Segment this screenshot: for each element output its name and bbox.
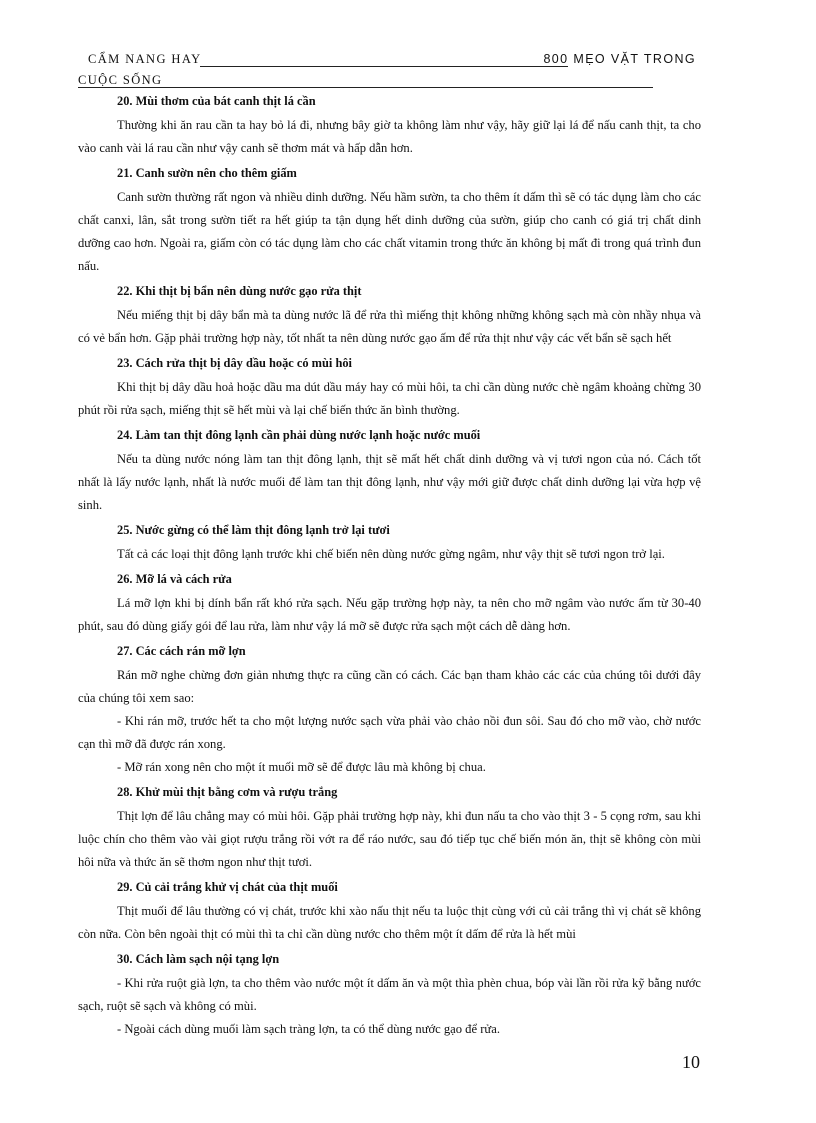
section-title: 20. Mùi thơm của bát canh thịt lá cần — [117, 94, 316, 108]
section-paragraph: Lá mỡ lợn khi bị dính bẩn rất khó rửa sạch. Nếu gặp trường hợp này, ta nên cho mỡ ngâm vào nước ấm từ 30-40 phút, sau đó dùng giấy gói để lau rửa, làm như vậy lá mỡ sẽ được rửa sạch một cách dễ dàng hơn. — [78, 596, 701, 633]
section-paragraph: - Mỡ rán xong nên cho một ít muối mỡ sẽ để được lâu mà không bị chua. — [117, 760, 486, 774]
section-paragraph: Canh sườn thường rất ngon và nhiều dinh dưỡng. Nếu hầm sườn, ta cho thêm ít dấm thì sẽ có tác dụng làm cho các chất canxi, lân, sắt trong sườn tiết ra hết giúp ta tận dụng hết dinh dưỡng của sườn, giúp cho canh có giá trị chất dinh dưỡng cao hơn. Ngoài ra, giấm còn có tác dụng làm cho các chất vitamin trong thức ăn không bị mất đi trong quá trình đun nấu. — [78, 190, 701, 273]
section-paragraph: - Ngoài cách dùng muối làm sạch tràng lợn, ta có thể dùng nước gạo để rửa. — [117, 1022, 500, 1036]
section-paragraph: Thịt lợn để lâu chẳng may có mùi hôi. Gặp phải trường hợp này, khi đun nấu ta cho vào thịt 3 - 5 cọng rơm, sau khi luộc chín cho thêm vào vài giọt rượu trắng rồi vớt ra để ráo nước, sau đó tiếp tục chế biến món ăn, thịt sẽ không còn mùi hôi nữa và thức ăn sẽ thơm ngon như thịt tươi. — [78, 809, 701, 869]
document-content — [78, 88, 701, 1041]
section-paragraph: Tất cả các loại thịt đông lạnh trước khi chế biến nên dùng nước gừng ngâm, như vậy thịt sẽ tươi ngon trở lại. — [117, 547, 665, 561]
section-paragraph: Thường khi ăn rau cần ta hay bỏ lá đi, nhưng bây giờ ta không làm như vậy, hãy giữ lại lá để nấu canh thịt, ta cho vào canh vài lá rau cần như vậy canh sẽ thơm mát và hấp dẫn hơn. — [78, 118, 701, 155]
header-left: CẨM NANG HAY — [88, 52, 202, 66]
header-rule — [200, 66, 568, 67]
section-title: 30. Cách làm sạch nội tạng lợn — [117, 952, 280, 966]
section-paragraph: - Khi rửa ruột già lợn, ta cho thêm vào nước một ít dấm ăn và một thìa phèn chua, bóp vài lần rồi rửa kỹ bằng nước sạch, ruột sẽ sạch và không có mùi. — [78, 976, 701, 1013]
section-paragraph: Nếu ta dùng nước nóng làm tan thịt đông lạnh, thịt sẽ mất hết chất dinh dưỡng và vị tươi ngon của nó. Cách tốt nhất là lấy nước lạnh, nhất là nước muối để làm tan thịt đông lạnh, như vậy mới giữ được chất dinh dưỡng lại vừa hợp vệ sinh. — [78, 452, 701, 512]
section-title: 23. Cách rửa thịt bị dây dầu hoặc có mùi hôi — [117, 356, 352, 370]
section-paragraph: Rán mỡ nghe chừng đơn giản nhưng thực ra cũng cần có cách. Các bạn tham khảo các các của chúng tôi dưới đây của chúng tôi xem sao: — [78, 668, 701, 705]
section-title: 22. Khi thịt bị bẩn nên dùng nước gạo rửa thịt — [117, 284, 362, 298]
section-title: 29. Củ cải trắng khử vị chát của thịt muối — [117, 880, 338, 894]
section-title: 27. Các cách rán mỡ lợn — [117, 644, 246, 658]
section-paragraph: - Khi rán mỡ, trước hết ta cho một lượng nước sạch vừa phải vào chảo nồi đun sôi. Sau đó cho mỡ vào, chờ nước cạn thì mỡ đã được rán xong. — [78, 714, 701, 751]
section-title: 21. Canh sườn nên cho thêm giấm — [117, 166, 297, 180]
section-title: 28. Khử mùi thịt bằng cơm và rượu trắng — [117, 785, 338, 799]
header-right: 800 MẸO VẶT TRONG — [543, 52, 696, 66]
page-number: 10 — [682, 1052, 700, 1072]
section-title: 24. Làm tan thịt đông lạnh cần phải dùng nước lạnh hoặc nước muối — [117, 428, 481, 442]
section-title: 26. Mỡ lá và cách rửa — [117, 572, 232, 586]
header-subtitle: CUỘC SỐNG — [78, 73, 163, 87]
section-paragraph: Thịt muối để lâu thường có vị chát, trước khi xào nấu thịt nếu ta luộc thịt cùng với củ cải trắng thì vị chát sẽ không còn nữa. Còn bên ngoài thịt có mùi thì ta chỉ cần dùng nước cho thêm một ít dấm để rửa là hết mùi — [78, 904, 701, 941]
section-title: 25. Nước gừng có thể làm thịt đông lạnh trở lại tươi — [117, 523, 390, 537]
section-paragraph: Khi thịt bị dây dầu hoả hoặc dầu ma dút dầu máy hay có mùi hôi, ta chỉ cần dùng nước chè ngâm khoảng chừng 30 phút rồi rửa sạch, miếng thịt sẽ hết mùi và lại chế biến thức ăn bình thường. — [78, 380, 701, 417]
section-paragraph: Nếu miếng thịt bị dây bẩn mà ta dùng nước lã để rửa thì miếng thịt không những không sạch mà còn nhầy nhụa và có vẻ bẩn hơn. Gặp phải trường hợp này, tốt nhất ta nên dùng nước gạo ấm để rửa thịt như vậy các vết bẩn sẽ sạch hết — [78, 308, 701, 345]
